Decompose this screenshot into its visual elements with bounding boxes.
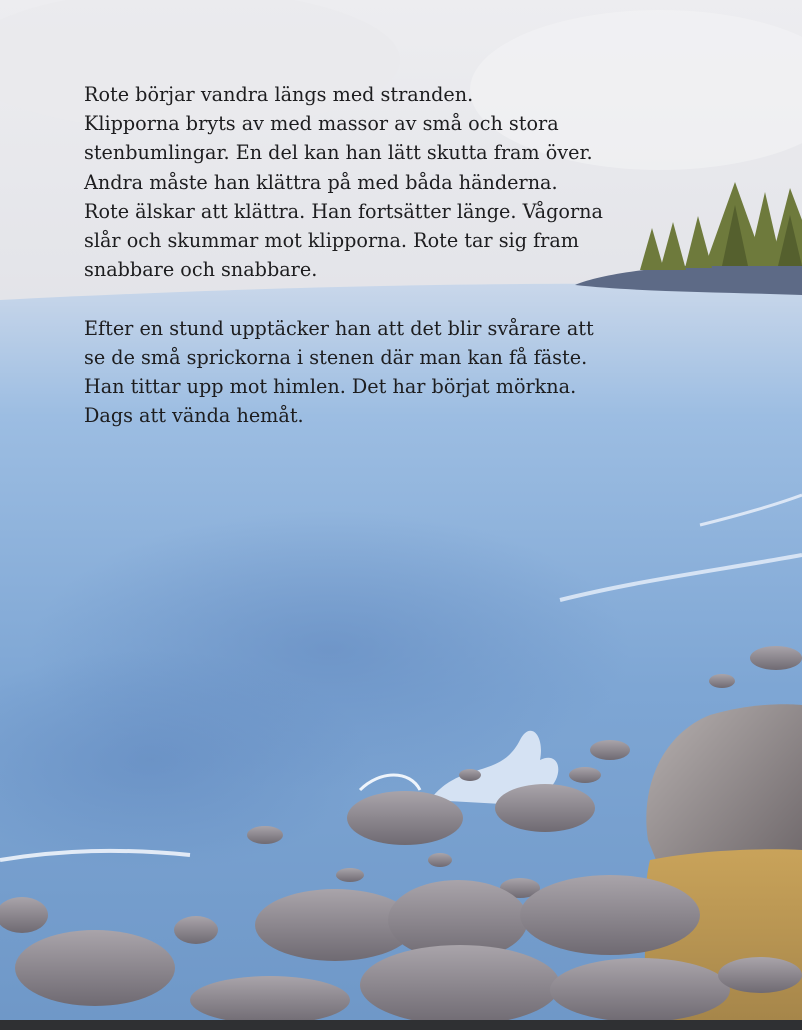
text-line: Andra måste han klättra på med båda händerna. [84,170,558,194]
text-line: Rote älskar att klättra. Han fortsätter länge. Vågorna [84,199,603,223]
text-line: Efter en stund upptäcker han att det blir svårare att [84,316,594,340]
text-line: stenbumlingar. En del kan han lätt skutta fram över. [84,141,593,165]
paragraph-2 [84,314,644,431]
story-text [84,80,644,460]
paragraph-1 [84,80,644,284]
text-line: snabbare och snabbare. [84,258,318,282]
bottom-bar [0,1020,802,1030]
text-line: Klipporna bryts av med massor av små och stora [84,112,559,136]
text-line: Han tittar upp mot himlen. Det har börjat mörkna. [84,375,577,399]
text-line: slår och skummar mot klipporna. Rote tar sig fram [84,229,579,253]
text-line: se de små sprickorna i stenen där man kan få fäste. [84,345,588,369]
text-line: Rote börjar vandra längs med stranden. [84,83,474,106]
text-line: Dags att vända hemåt. [84,404,304,428]
